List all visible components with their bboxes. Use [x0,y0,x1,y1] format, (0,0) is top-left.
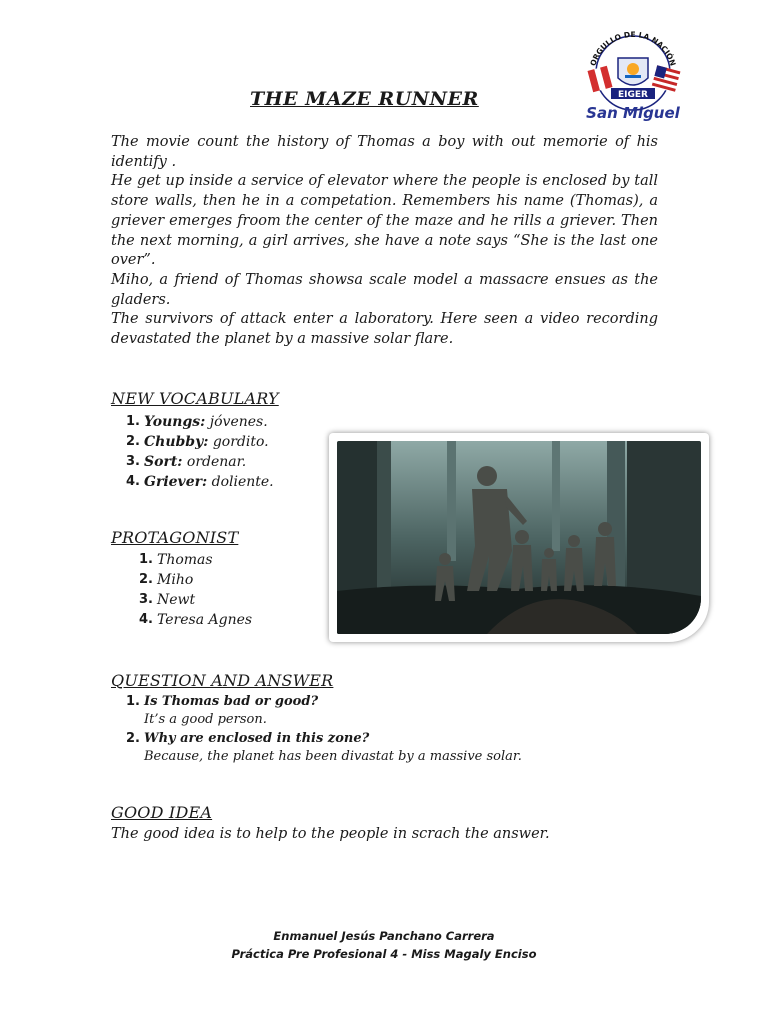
intro-line-4: The survivors of attack enter a laboratory. Here seen a video recording devastated the planet by a massive solar flare. [111,311,658,348]
qa-list [126,693,522,767]
crest-icon [618,58,648,85]
list-item: 1. Thomas [139,552,213,568]
list-item: 3. Newt [139,592,196,608]
school-logo [578,28,688,123]
protagonist-heading: PROTAGONIST [111,528,239,547]
movie-still-image [337,441,701,634]
intro-line-1: The movie count the history of Thomas a boy with out memorie of his identify . [111,134,658,170]
intro-line-3: Miho, a friend of Thomas showsa scale model a massacre ensues as the gladers. [111,271,658,308]
logo-sub: San Miguel [586,104,680,122]
good-idea-heading: GOOD IDEA [111,803,213,822]
logo-arc-text: ORGULLO DE LA NACIÓN [588,29,678,68]
list-item: 1. Youngs: jóvenes. [126,414,268,430]
list-item: 1. Is Thomas bad or good? It’s a good person. [126,694,319,727]
footer-author: Enmanuel Jesús Panchano Carrera [273,929,495,943]
qa-heading: QUESTION AND ANSWER [111,671,334,690]
footer-course: Práctica Pre Profesional 4 - Miss Magaly Enciso [231,947,537,961]
protagonist-list [139,550,253,630]
intro-paragraph [111,133,658,350]
movie-photo-frame [329,433,709,642]
vocabulary-list [126,412,274,492]
list-item: 4. Griever: doliente. [126,474,274,490]
list-item: 3. Sort: ordenar. [126,454,247,470]
intro-line-2: He get up inside a service of elevator where the people is enclosed by tall store walls, then he in a competation. Remembers his name (Thomas), a griever emerges froom the center of the maze and he rills a griever. Then the next morning, a girl arrives, she have a note says “She is the last one over”. [111,173,658,269]
logo-name: EIGER [618,90,648,100]
vocabulary-heading: NEW VOCABULARY [111,389,279,408]
page-title: THE MAZE RUNNER [250,88,479,110]
list-item: 2. Why are enclosed in this zone? Because, the planet has been divastat by a massive solar. [126,731,522,764]
good-idea-text: The good idea is to help to the people in scrach the answer. [111,826,550,842]
list-item: 2. Chubby: gordito. [126,434,269,450]
list-item: 4. Teresa Agnes [139,612,253,628]
list-item: 2. Miho [139,572,194,588]
